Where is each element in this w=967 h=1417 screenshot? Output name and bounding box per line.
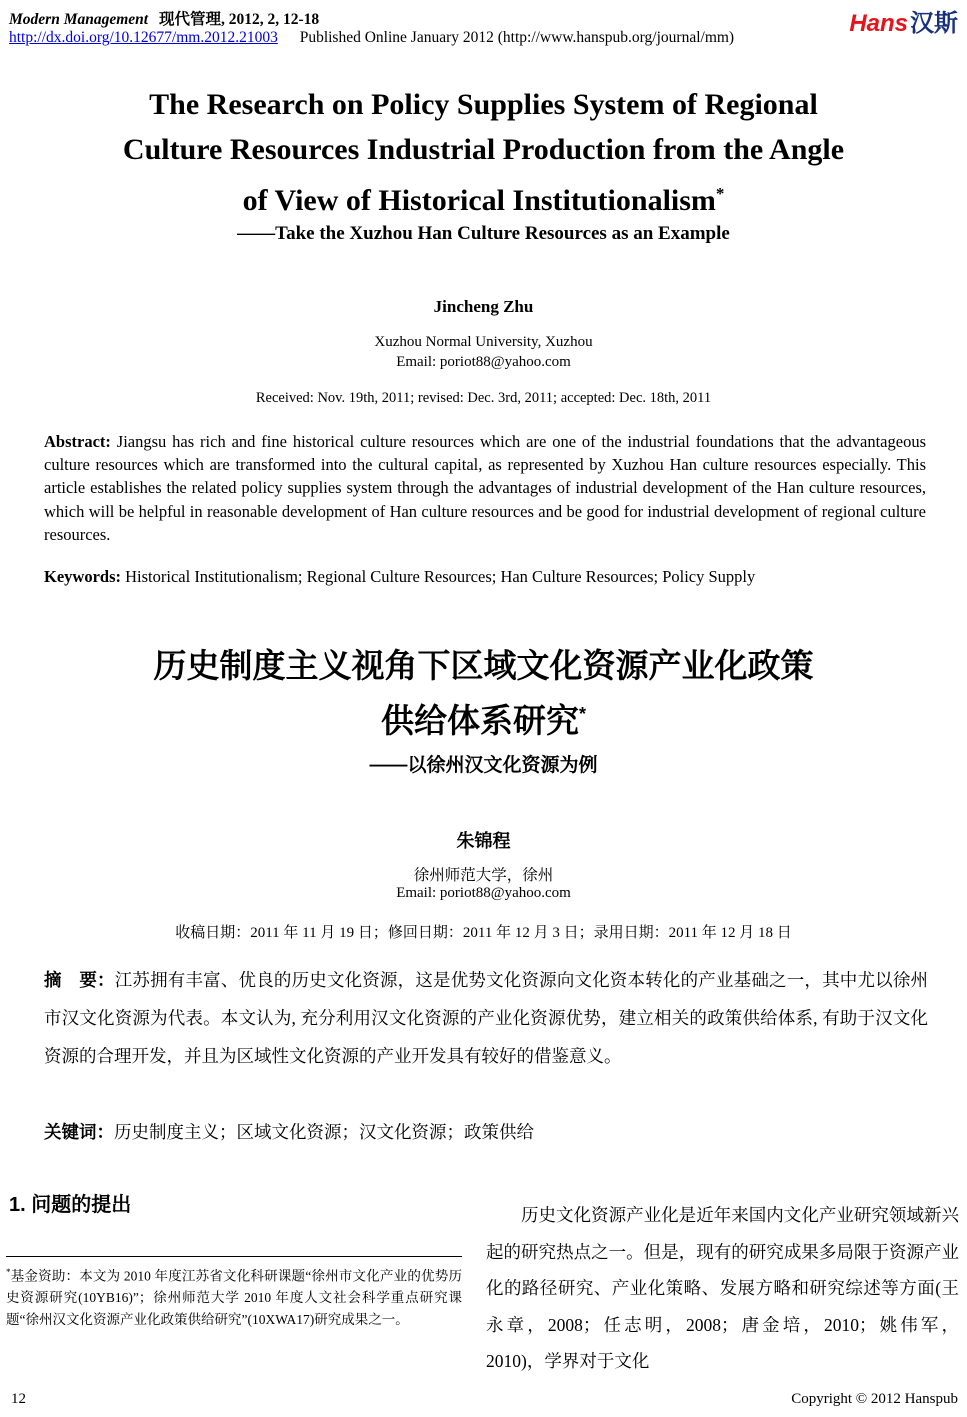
intro-paragraph: 历史文化资源产业化是近年来国内文化产业研究领域新兴起的研究热点之一。但是，现有的研究成果多局限于资源产业化的路径研究、产业化策略、发展方略和研究综述等方面(王永章，2008；任志明，2008；唐金培，2010；姚伟军，2010)，学界对于文化 <box>486 1205 959 1371</box>
abstract-text-cn: 江苏拥有丰富、优良的历史文化资源，这是优势文化资源向文化资本转化的产业基础之一，其中尤以徐州市汉文化资源为代表。本文认为, 充分利用汉文化资源的产业化资源优势，建立相关的政策供给体系, 有助于汉文化资源的合理开发，并且为区域性文化资源的产业开发具有较好的借鉴意义。 <box>44 970 928 1066</box>
affiliation-en: Xuzhou Normal University, Xuzhou <box>374 334 593 350</box>
affiliation-cn: 徐州师范大学，徐州 <box>413 867 554 884</box>
title-cn-line-2: 供给体系研究* <box>380 702 586 739</box>
title-cn-line-1: 历史制度主义视角下区域文化资源产业化政策 <box>153 647 814 684</box>
keywords-cn <box>44 1119 928 1144</box>
abstract-label-cn: 摘 要： <box>44 970 115 990</box>
title-cn-footnote-mark: * <box>578 704 586 724</box>
article-subtitle-cn: ——以徐州汉文化资源为例 <box>369 755 598 776</box>
article-title-en <box>0 83 967 224</box>
keywords-en <box>44 567 926 587</box>
author-name-cn: 朱锦程 <box>456 831 511 851</box>
abstract-en <box>44 430 926 546</box>
abstract-text-en: Jiangsu has rich and fine historical culture resources which are one of the industrial foundations that the advantageous culture resources which are transformed into the cultural capital, as represented by Xuzhou Han culture resources especially. This article establishes the related policy supplies system through the advantages of industrial development of the Han culture resources, which will be helpful in reasonable development of Han culture resources and be good for industrial development of regional culture resources. <box>44 432 927 544</box>
dates-line-en: Received: Nov. 19th, 2011; revised: Dec. 3rd, 2011; accepted: Dec. 18th, 2011 <box>255 390 712 406</box>
journal-header-line <box>9 7 319 29</box>
keywords-label-en: Keywords: <box>44 567 121 586</box>
author-email-en: Email: poriot88@yahoo.com <box>396 354 571 370</box>
doi-link[interactable]: http://dx.doi.org/10.12677/mm.2012.21003 <box>9 29 278 46</box>
section-1-heading: 1. 问题的提出 <box>9 1194 132 1216</box>
journal-title: Modern Management <box>9 11 149 28</box>
published-note: Published Online January 2012 (http://www.hanspub.org/journal/mm) <box>299 29 735 46</box>
keywords-label-cn: 关键词： <box>44 1122 114 1142</box>
hanspub-logo-latin: Hans <box>849 10 908 37</box>
title-line-3: of View of Historical Institutionalism* <box>242 184 725 217</box>
article-subtitle-en: ——Take the Xuzhou Han Culture Resources as an Example <box>237 223 730 244</box>
doi-line <box>9 29 734 47</box>
title-footnote-mark: * <box>715 184 725 203</box>
article-title-cn <box>0 642 967 745</box>
title-line-1: The Research on Policy Supplies System of Regional <box>149 88 818 121</box>
copyright-notice: Copyright © 2012 Hanspub <box>791 1391 958 1407</box>
abstract-label-en: Abstract: <box>44 432 111 451</box>
journal-issue-info: 现代管理, 2012, 2, 12-18 <box>158 11 320 28</box>
dates-line-cn: 收稿日期：2011 年 11 月 19 日；修回日期：2011 年 12 月 3 日；录用日期：2011 年 12 月 18 日 <box>175 925 792 941</box>
author-email-cn: Email: poriot88@yahoo.com <box>396 885 571 901</box>
author-name-en: Jincheng Zhu <box>433 297 534 316</box>
title-line-2: Culture Resources Industrial Production from the Angle <box>122 132 845 166</box>
keywords-text-cn: 历史制度主义；区域文化资源；汉文化资源；政策供给 <box>114 1122 534 1142</box>
keywords-text-en: Historical Institutionalism; Regional Culture Resources; Han Culture Resources; Policy Supply <box>125 567 756 586</box>
hanspub-logo <box>849 3 958 38</box>
footnote-text: 基金资助：本文为 2010 年度江苏省文化科研课题“徐州市文化产业的优势历史资源研究(10YB16)”；徐州师范大学 2010 年度人文社会科学重点研究课题“徐州汉文化资源产业化政策供给研究”(10XWA17)研究成果之一。 <box>6 1268 462 1327</box>
abstract-cn <box>44 961 928 1075</box>
page-number: 12 <box>11 1391 26 1407</box>
funding-footnote <box>6 1256 462 1330</box>
footnote-mark: * <box>6 1267 11 1277</box>
hanspub-logo-cjk: 汉斯 <box>910 10 958 37</box>
